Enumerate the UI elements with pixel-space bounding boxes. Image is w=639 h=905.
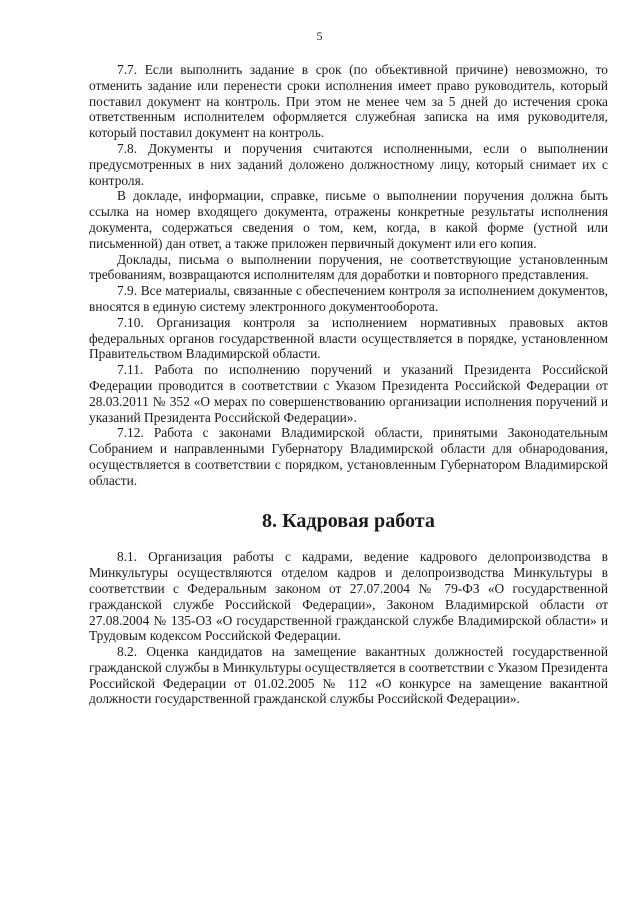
- paragraph-7-9: 7.9. Все материалы, связанные с обеспечением контроля за исполнением документов, вносятся в единую систему электронного документооборота.: [89, 283, 608, 314]
- paragraph-7-10: 7.10. Организация контроля за исполнением нормативных правовых актов федеральных органов государственной власти осуществляется в порядке, установленном Правительством Владимирской области.: [89, 314, 608, 362]
- page-number: 5: [316, 29, 323, 43]
- paragraph-8-2: 8.2. Оценка кандидатов на замещение вакантных должностей государственной гражданской службы в Минкультуры осуществляется в соответствии с Указом Президента Российской Федерации от 01.02.2005 № 112 «О конкурсе на замещение вакантной должности государственной гражданской службы Российской Федерации».: [89, 644, 608, 707]
- paragraph-7-7: 7.7. Если выполнить задание в срок (по объективной причине) невозможно, то отменить задание или перенести сроки исполнения имеет право руководитель, который поставил документ на контроль. При этом не менее чем за 5 дней до истечения срока ответственным исполнителем оформляется служебная записка на имя руководителя, который поставил документ на контроль.: [89, 62, 608, 141]
- section-heading: 8. Кадровая работа: [262, 509, 435, 532]
- document-body: [89, 62, 608, 707]
- paragraph-8-1: 8.1. Организация работы с кадрами, ведение кадрового делопроизводства в Минкультуры осуществляются отделом кадров и делопроизводства Минкультуры в соответствии с Федеральным законом от 27.07.2004 № 79-ФЗ «О государственной гражданской службе Российской Федерации», Законом Владимирской области от 27.08.2004 № 135-ОЗ «О государственной гражданской службе Владимирской области» и Трудовым кодексом Российской Федерации.: [89, 549, 608, 644]
- paragraph-report-requirements: В докладе, информации, справке, письме о выполнении поручения должна быть ссылка на номер входящего документа, отражены конкретные результаты исполнения документа, содержаться сведения о том, кем, когда, в какой форме (устной или письменной) дан ответ, а также приложен первичный документ или его копия.: [89, 188, 608, 251]
- paragraph-7-11: 7.11. Работа по исполнению поручений и указаний Президента Российской Федерации проводится в соответствии с Указом Президента Российской Федерации от 28.03.2011 № 352 «О мерах по совершенствованию организации исполнения поручений и указаний Президента Российской Федерации».: [89, 362, 608, 425]
- paragraph-7-8: 7.8. Документы и поручения считаются исполненными, если о выполнении предусмотренных в них заданий доложено должностному лицу, который снимает их с контроля.: [89, 140, 608, 188]
- paragraph-reports-returned: Доклады, письма о выполнении поручения, не соответствующие установленным требованиям, возвращаются исполнителям для доработки и повторного представления.: [89, 251, 608, 283]
- paragraph-7-12: 7.12. Работа с законами Владимирской области, принятыми Законодательным Собранием и направленными Губернатору Владимирской области для обнародования, осуществляется в соответствии с порядком, установленным Губернатором Владимирской области.: [89, 425, 608, 488]
